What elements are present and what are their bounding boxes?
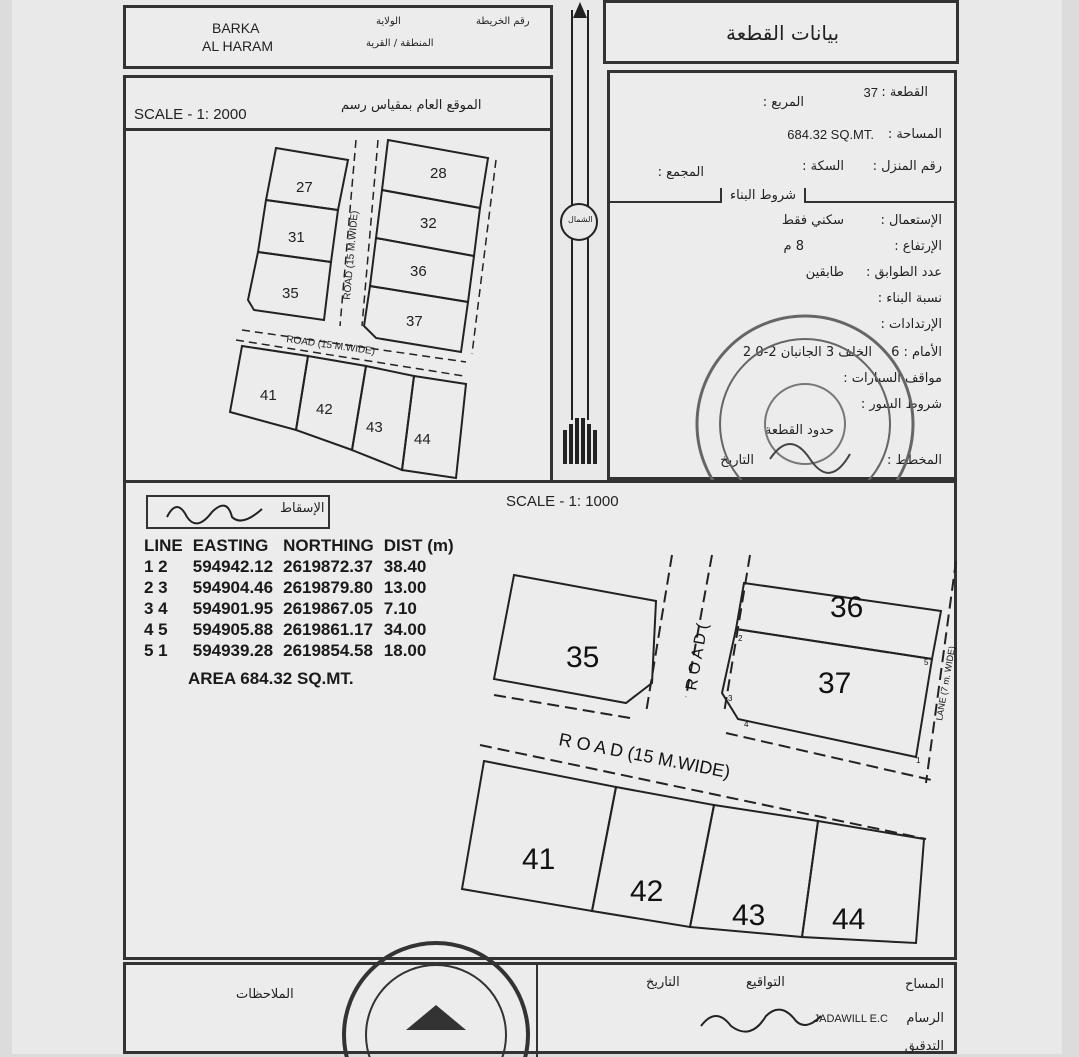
village-label: المنطقة / القرية: [366, 38, 434, 49]
general-map-title-bar: [126, 78, 550, 131]
north-label: الشمال: [568, 215, 593, 224]
footer-date-label: التاريخ: [646, 975, 680, 990]
plot-info-panel: [607, 70, 957, 480]
vertex-3: 3: [728, 694, 733, 703]
general-map-title: الموقع العام بمقياس رسم: [341, 98, 482, 113]
plot-number-label: القطعة :: [881, 85, 928, 100]
cell-line: 4 5: [144, 620, 168, 639]
floors-value: طابقين: [805, 265, 844, 280]
gm-plot-31-label: 31: [288, 229, 305, 246]
plot-info-date-label: التاريخ: [720, 453, 754, 468]
cell-northing: 2619854.58: [283, 641, 373, 660]
cell-dist: 38.40: [383, 557, 427, 576]
detail-plot-37-label: 37: [818, 667, 852, 700]
cell-northing: 2619872.37: [283, 557, 373, 576]
scheme-label: المخطط :: [887, 453, 942, 468]
detail-plot-35: [494, 575, 656, 703]
cell-easting: 594905.88: [192, 620, 274, 639]
cell-line: 3 4: [144, 599, 168, 618]
cell-easting: 594901.95: [192, 599, 274, 618]
use-label: الإستعمال :: [880, 213, 942, 228]
location-header: [123, 5, 553, 69]
projection-label: الإسقاط: [280, 501, 325, 516]
notes-label: الملاحظات: [236, 987, 294, 1002]
signatures-label: التواقيع: [746, 975, 785, 990]
footer-signature: [696, 1001, 826, 1041]
setbacks-label: الإرتدادات :: [880, 317, 942, 332]
cell-dist: 18.00: [383, 641, 427, 660]
gm-plot-36-label: 36: [410, 263, 427, 280]
footer-stamp: [336, 935, 536, 1055]
vertex-1: 1: [916, 756, 921, 765]
boundary-label: حدود القطعة: [764, 423, 834, 438]
footer-divider: [536, 965, 538, 1057]
col-dist: DIST (m): [383, 536, 454, 555]
gm-road-horizontal: ROAD (15 M.WIDE): [285, 334, 376, 358]
checker-label: التدقيق: [904, 1039, 944, 1054]
area-summary: AREA 684.32 SQ.MT.: [188, 669, 354, 688]
cell-dist: 7.10: [383, 599, 417, 618]
gm-plot-44: [402, 376, 466, 478]
vertex-4: 4: [744, 720, 749, 729]
height-label: الإرتفاع :: [894, 239, 942, 254]
gm-road-vertical: ROAD (15 M.WIDE): [342, 210, 361, 301]
cell-line: 1 2: [144, 557, 168, 576]
detail-plot-35-label: 35: [566, 641, 600, 674]
detail-road-horizontal: R O A D (15 M.WIDE): [557, 729, 732, 783]
draftsman-label: الرسام: [906, 1011, 944, 1026]
gm-plot-35-label: 35: [282, 285, 299, 302]
detail-drawing: [126, 483, 958, 957]
detail-plot-41: [462, 761, 616, 911]
height-value: 8 م: [783, 239, 804, 254]
plot-data-header: [603, 0, 959, 64]
gm-plot-27-label: 27: [296, 179, 313, 196]
detail-plot-44-label: 44: [832, 903, 866, 936]
cell-northing: 2619867.05: [283, 599, 373, 618]
fence-label: شروط السور :: [860, 397, 942, 412]
parking-label: مواقف السيارات :: [843, 371, 942, 386]
detail-plot-43-label: 43: [732, 899, 766, 932]
cell-easting: 594939.28: [192, 641, 274, 660]
area-value: 684.32 SQ.MT.: [787, 127, 874, 142]
floors-label: عدد الطوابق :: [865, 265, 942, 280]
street-label: السكة :: [802, 159, 844, 174]
cell-northing: 2619861.17: [283, 620, 373, 639]
location-en-1: BARKA: [212, 20, 260, 36]
detail-panel: [123, 480, 957, 960]
detail-plot-36-label: 36: [830, 591, 864, 624]
general-map-scale: SCALE - 1: 2000: [134, 106, 247, 123]
detail-plot-41-label: 41: [522, 843, 556, 876]
cell-easting: 594904.46: [192, 578, 274, 597]
detail-plot-42-label: 42: [630, 875, 664, 908]
front-setback-label: الأمام : 6: [891, 345, 942, 360]
building-ratio-label: نسبة البناء :: [877, 291, 942, 306]
survey-sheet: [12, 0, 1062, 1054]
use-value: سكني فقط: [781, 213, 844, 228]
detail-lane: LANE (7 m. WIDE): [934, 645, 958, 722]
gm-plot-42-label: 42: [316, 401, 333, 418]
plot-number-value: 37: [863, 85, 878, 100]
north-arrow: [555, 0, 605, 470]
col-easting: EASTING: [192, 536, 269, 555]
cell-easting: 594942.12: [192, 557, 274, 576]
general-map-drawing: [126, 130, 550, 485]
building-conditions-label: شروط البناء: [720, 188, 806, 203]
map-number-label: رقم الخريطة: [476, 16, 530, 27]
rear-side-setbacks: الخلف 3 الجانبان 2-0 2: [742, 345, 872, 360]
gm-plot-43-label: 43: [366, 419, 383, 436]
vertex-5: 5: [924, 658, 929, 667]
gm-plot-41-label: 41: [260, 387, 277, 404]
detail-scale: SCALE - 1: 1000: [506, 493, 619, 510]
location-en-2: AL HARAM: [202, 38, 274, 54]
footer-panel: [123, 962, 957, 1054]
vertex-2: 2: [738, 634, 743, 643]
detail-road-vertical: R O A D (: [683, 622, 712, 692]
draftsman-value: JADAWILL E.C: [813, 1013, 888, 1025]
surveyor-label: المساح: [904, 977, 944, 992]
complex-label: المجمع :: [657, 165, 704, 180]
gm-plot-37-label: 37: [406, 313, 423, 330]
cell-line: 2 3: [144, 578, 168, 597]
area-label: المساحة :: [887, 127, 942, 142]
square-label: المربع :: [762, 95, 804, 110]
cell-line: 5 1: [144, 641, 168, 660]
gm-plot-44-label: 44: [414, 431, 431, 448]
plot-data-title: بيانات القطعة: [726, 21, 840, 45]
cell-dist: 34.00: [383, 620, 427, 639]
cell-dist: 13.00: [383, 578, 427, 597]
gm-plot-28-label: 28: [430, 165, 447, 182]
col-line: LINE: [144, 536, 183, 555]
house-number-label: رقم المنزل :: [872, 159, 942, 174]
general-map-panel: [123, 75, 553, 485]
state-label: الولاية: [376, 16, 401, 27]
gm-plot-32-label: 32: [420, 215, 437, 232]
col-northing: NORTHING: [283, 536, 374, 555]
cell-northing: 2619879.80: [283, 578, 373, 597]
